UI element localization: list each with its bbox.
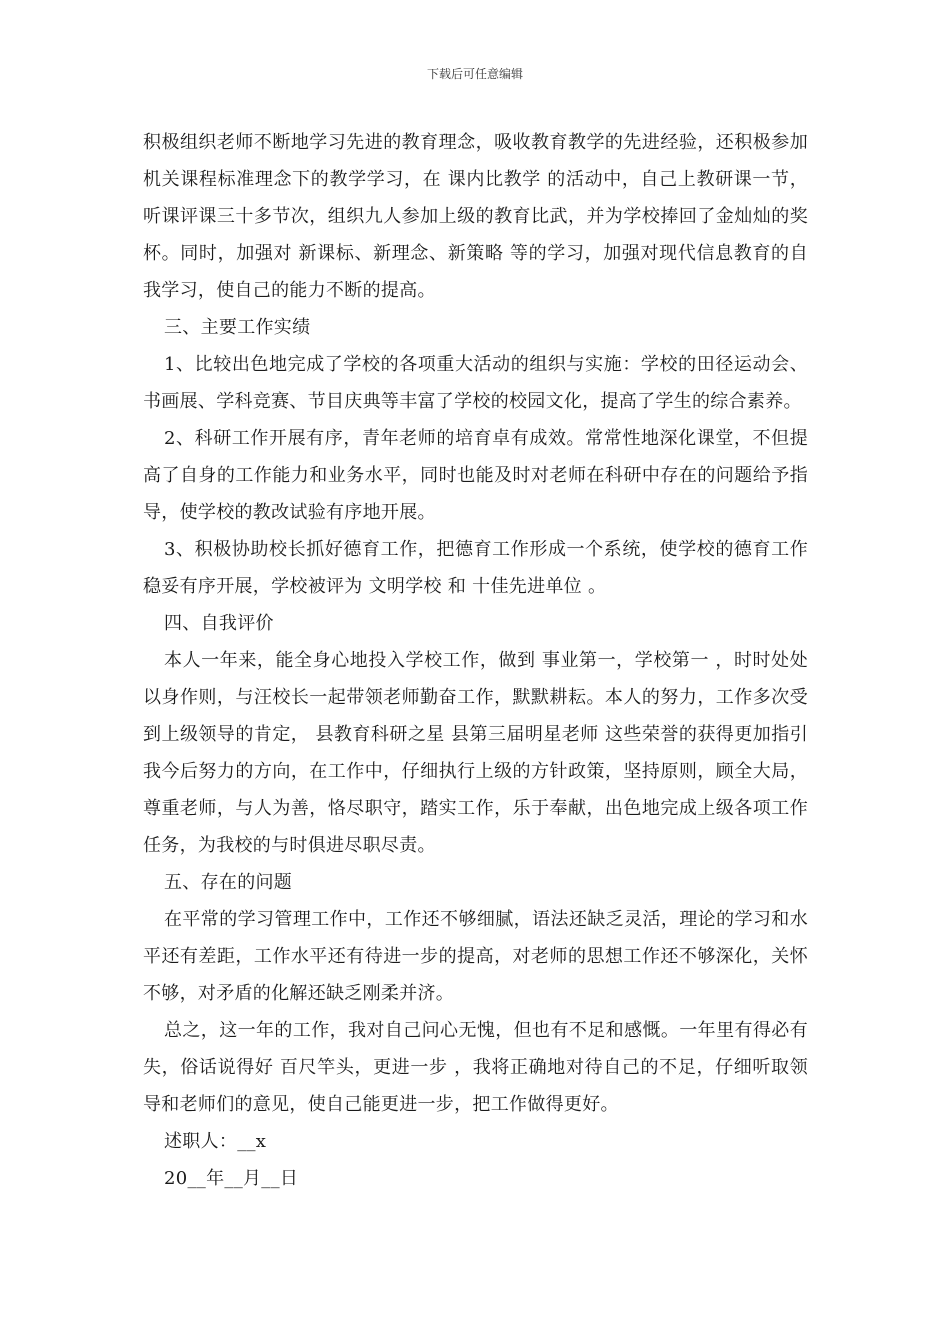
section-heading-problems: 五、存在的问题 [164, 872, 293, 893]
section-heading-achievements: 三、主要工作实绩 [164, 317, 311, 338]
paragraph-summary: 总之，这一年的工作，我对自己问心无愧，但也有不足和感慨。一年里有得必有失，俗话说得好 百尺竿头，更进一步 ，我将正确地对待自己的不足，仔细听取领导和老师们的意见，使自己能更进一步，把工作做得更好。 [143, 1020, 808, 1115]
paragraph-study: 积极组织老师不断地学习先进的教育理念，吸收教育教学的先进经验，还积极参加机关课程标准理念下的教学学习，在 课内比教学 的活动中，自己上教研课一节，听课评课三十多节次，组织九人参加上级的教育比武，并为学校捧回了金灿灿的奖杯。同时，加强对 新课标、新理念、新策略 等的学习，加强对现代信息教育的自我学习，使自己的能力不断的提高。 [143, 132, 808, 301]
paragraph-achievement-2: 2、科研工作开展有序，青年老师的培育卓有成效。常常性地深化课堂，不但提高了自身的工作能力和业务水平，同时也能及时对老师在科研中存在的问题给予指导，使学校的教改试验有序地开展。 [143, 428, 808, 523]
date-line: 20__年__月__日 [164, 1168, 299, 1189]
paragraph-self-evaluation: 本人一年来，能全身心地投入学校工作，做到 事业第一，学校第一 ，时时处处以身作则，与汪校长一起带领老师勤奋工作，默默耕耘。本人的努力，工作多次受到上级领导的肯定， 县教育科研之星 县第三届明星老师 这些荣誉的获得更加指引我今后努力的方向，在工作中，仔细执行上级的方针政策，坚持原则，顾全大局，尊重老师，与人为善，恪尽职守，踏实工作，乐于奉献，出色地完成上级各项工作任务，为我校的与时俱进尽职尽责。 [143, 650, 808, 856]
paragraph-problems: 在平常的学习管理工作中，工作还不够细腻，语法还缺乏灵活，理论的学习和水平还有差距，工作水平还有待进一步的提高，对老师的思想工作还不够深化，关怀不够，对矛盾的化解还缺乏刚柔并济。 [143, 909, 808, 1004]
page-header: 下载后可任意编辑 [426, 67, 523, 81]
paragraph-achievement-3: 3、积极协助校长抓好德育工作，把德育工作形成一个系统，使学校的德育工作稳妥有序开展，学校被评为 文明学校 和 十佳先进单位 。 [143, 539, 808, 597]
signature-line: 述职人：__x [164, 1131, 267, 1152]
paragraph-achievement-1: 1、比较出色地完成了学校的各项重大活动的组织与实施：学校的田径运动会、书画展、学科竞赛、节目庆典等丰富了学校的校园文化，提高了学生的综合素养。 [143, 354, 808, 412]
document-body [143, 124, 808, 1197]
section-heading-self-evaluation: 四、自我评价 [164, 613, 274, 634]
